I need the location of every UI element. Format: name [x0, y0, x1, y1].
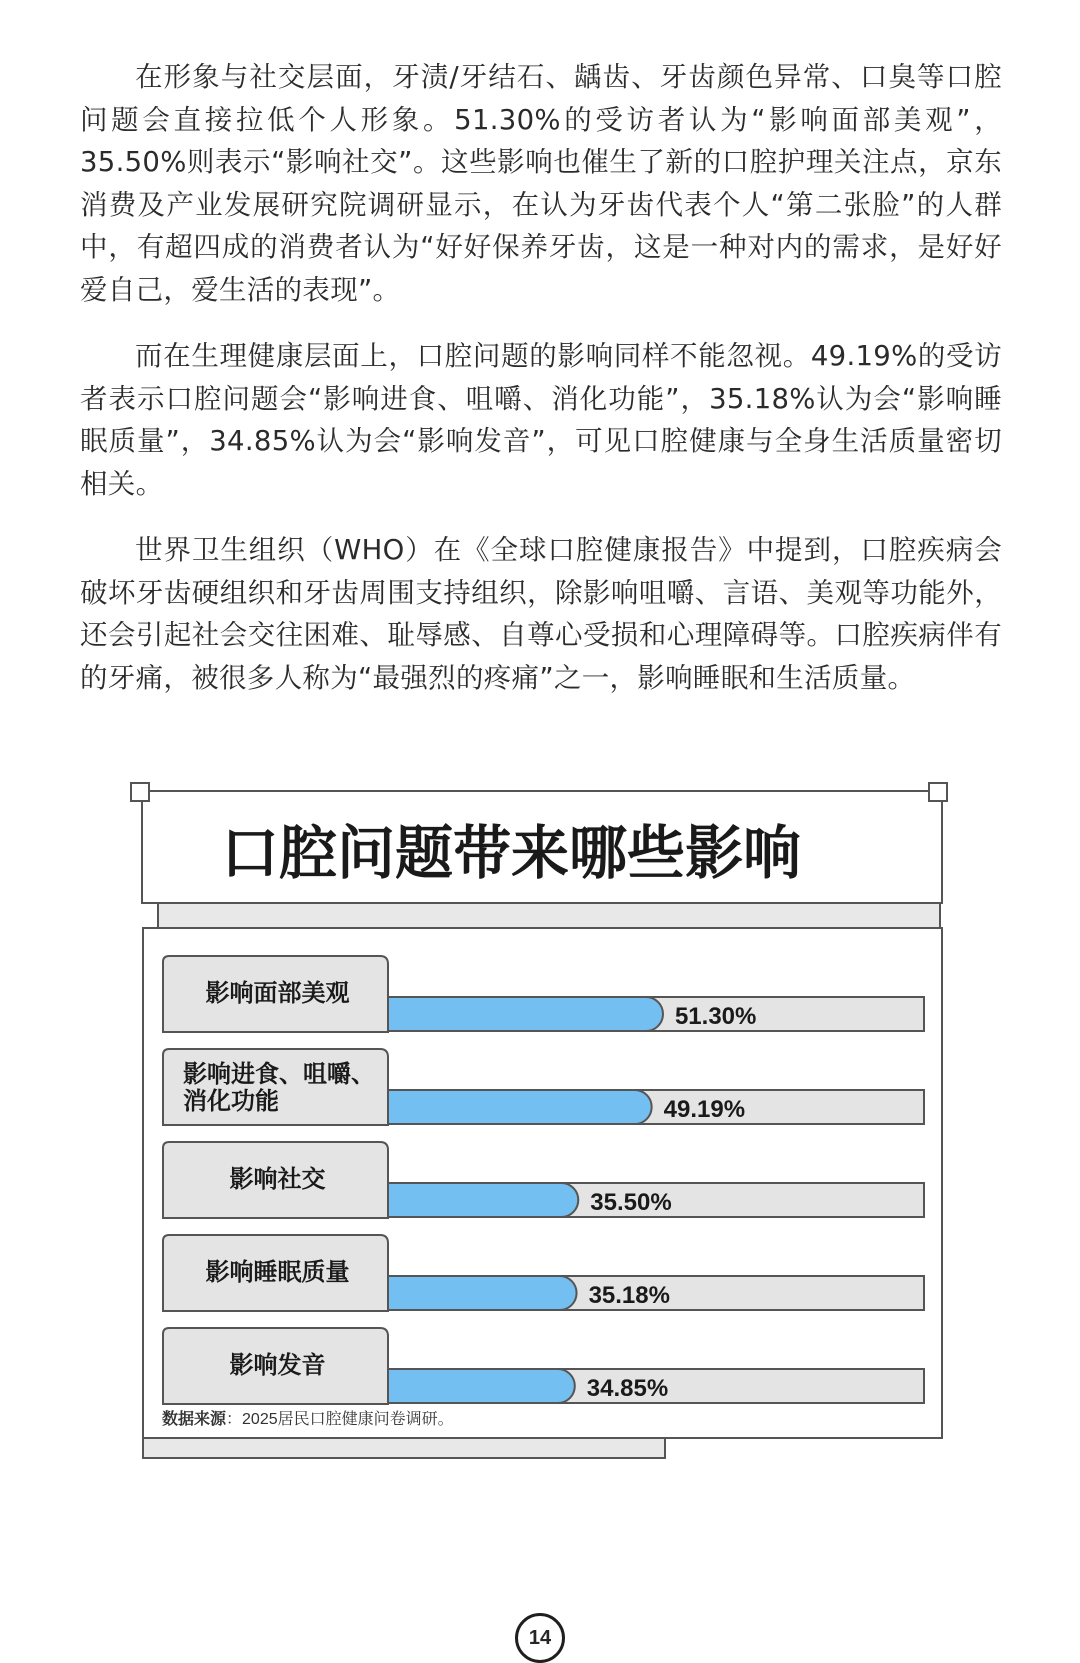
data-source-text: ：2025居民口腔健康问卷调研。 — [226, 1411, 454, 1428]
category-label: 影响面部美观 — [205, 980, 350, 1007]
value-label: 35.18% — [588, 1282, 670, 1309]
data-source-label: 数据来源 — [162, 1411, 227, 1428]
category-label: 影响社交 — [229, 1166, 326, 1193]
category-label: 影响进食、咀嚼、 — [183, 1061, 375, 1088]
category-label: 影响发音 — [229, 1352, 326, 1379]
bar — [388, 1183, 578, 1217]
value-label: 35.50% — [590, 1189, 672, 1216]
paragraph-2: 而在生理健康层面上，口腔问题的影响同样不能忽视。49.19%的受访者表示口腔问题会“影响进食、咀嚼、消化功能”，35.18%认为会“影响睡眠质量”，34.85%认为会“影响发音”，可见口腔健康与全身生活质量密切相关。 — [80, 340, 1002, 500]
category-label: 消化功能 — [183, 1088, 279, 1115]
panel-shadow-bottom — [143, 1438, 665, 1458]
value-label: 49.19% — [663, 1096, 746, 1123]
corner-handle-right — [929, 783, 947, 801]
bar — [388, 997, 663, 1031]
paragraph-1: 在形象与社交层面，牙渍/牙结石、龋齿、牙齿颜色异常、口臭等口腔问题会直接拉低个人形象。51.30%的受访者认为“影响面部美观”，35.50%则表示“影响社交”。这些影响也催生了新的口腔护理关注点，京东消费及产业发展研究院调研显示，在认为牙齿代表个人“第二张脸”的人群中，有超四成的消费者认为“好好保养牙齿，这是一种对内的需求，是好好爱自己，爱生活的表现”。 — [80, 61, 1002, 306]
value-label: 34.85% — [586, 1375, 669, 1402]
bar — [388, 1276, 577, 1310]
bar — [388, 1369, 575, 1403]
data-source — [162, 1409, 454, 1428]
corner-handle-left — [131, 783, 149, 801]
page-number: 14 — [515, 1613, 565, 1663]
paragraph-3: 世界卫生组织（WHO）在《全球口腔健康报告》中提到，口腔疾病会破坏牙齿硬组织和牙齿周围支持组织，除影响咀嚼、言语、美观等功能外，还会引起社会交往困难、耻辱感、自尊心受损和心理障碍等。口腔疾病伴有的牙痛，被很多人称为“最强烈的疼痛”之一，影响睡眠和生活质量。 — [80, 534, 1002, 694]
category-label: 影响睡眠质量 — [205, 1259, 350, 1286]
bar — [388, 1090, 652, 1124]
value-label: 51.30% — [674, 1003, 757, 1030]
title-frame-shadow — [158, 903, 940, 929]
chart-title: 口腔问题带来哪些影响 — [220, 821, 802, 886]
